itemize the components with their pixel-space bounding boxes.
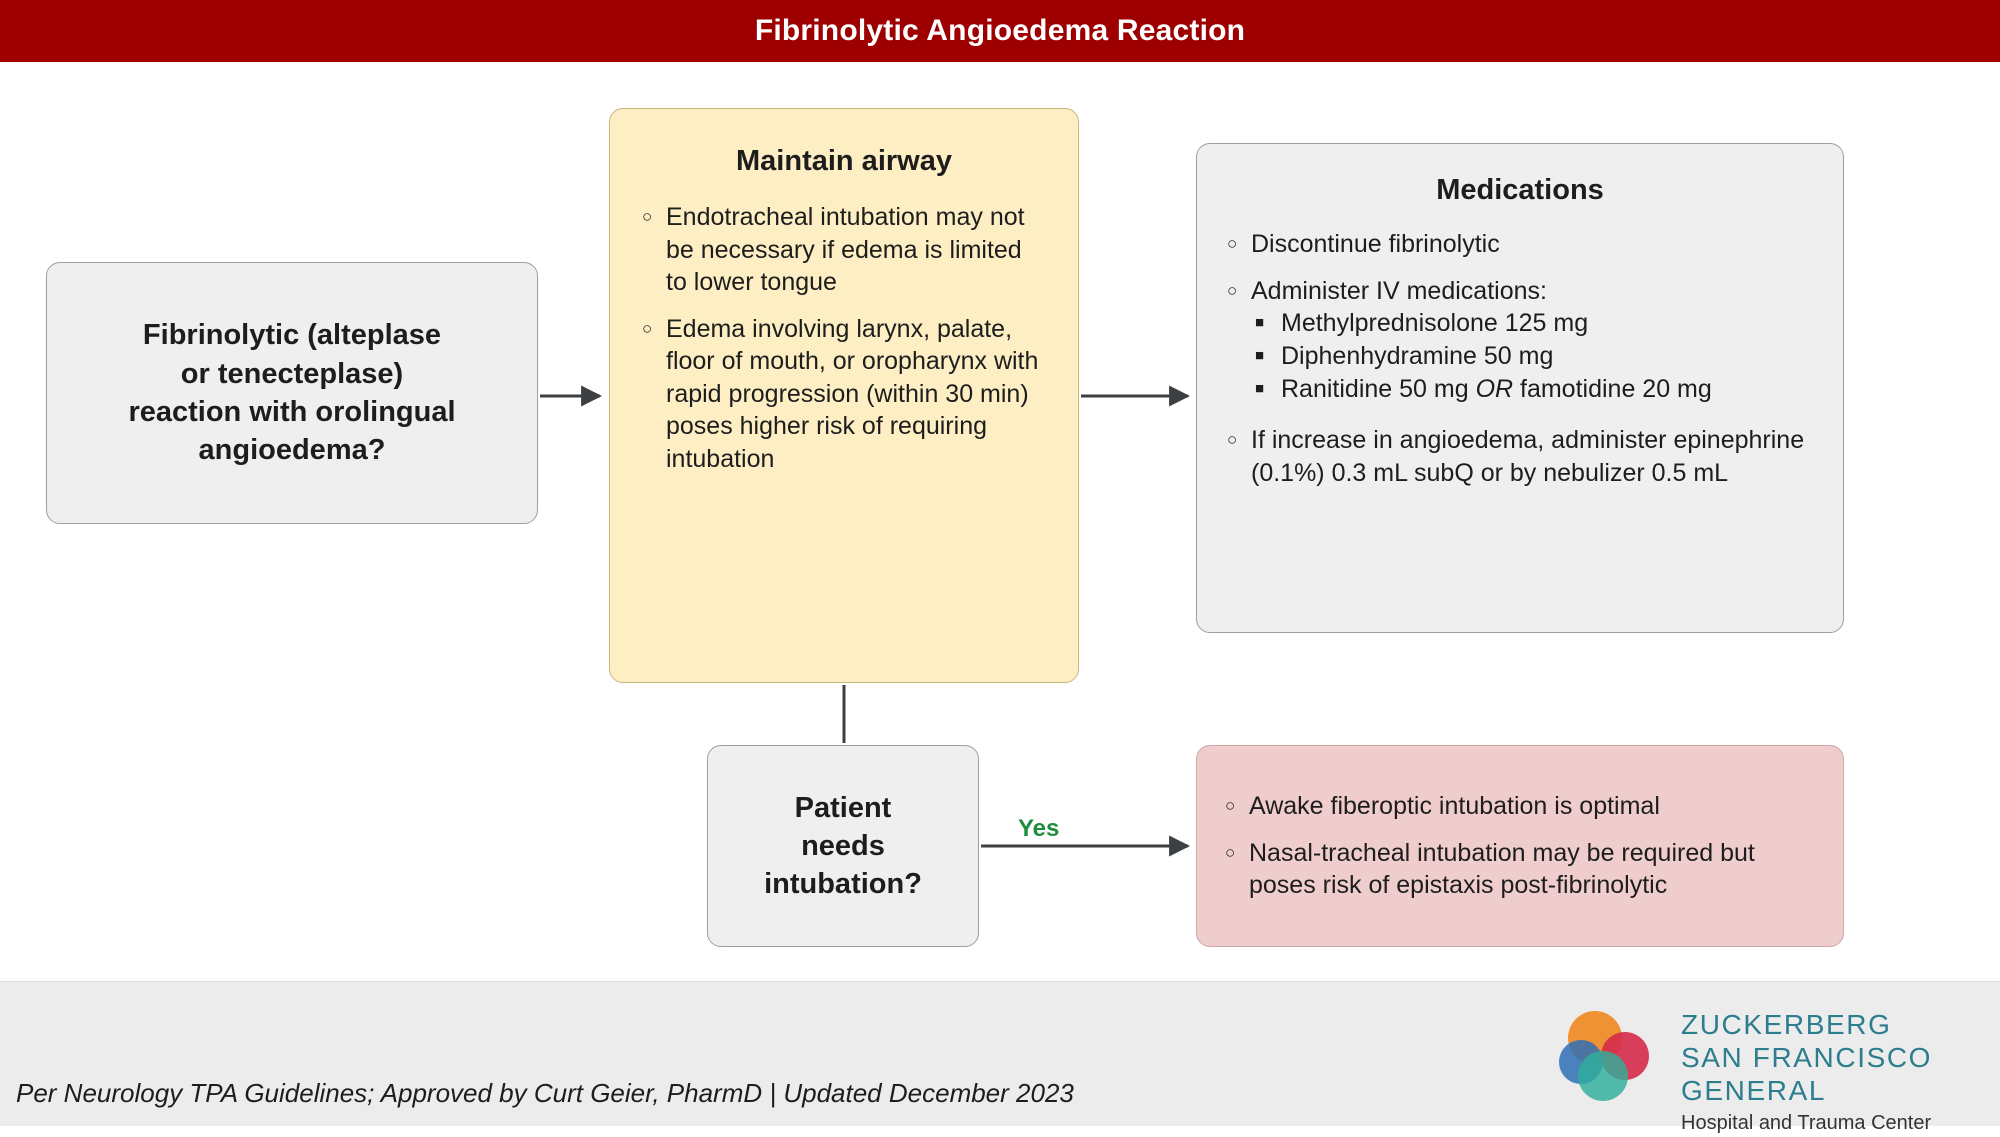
- question-line-2: or tenecteplase): [180, 357, 404, 390]
- page-title: Fibrinolytic Angioedema Reaction: [754, 14, 1246, 47]
- medications-title: Medications: [1436, 174, 1604, 206]
- list-item: [1225, 275, 1815, 407]
- ranitidine-post: famotidine 20 mg: [1513, 375, 1712, 404]
- question-line-4: angioedema?: [198, 434, 386, 467]
- node-awake-intubation: [1196, 745, 1844, 947]
- question-line-1: Fibrinolytic (alteplase: [142, 319, 442, 352]
- ranitidine-or: OR: [1475, 375, 1514, 404]
- node-patient-needs-intubation: [707, 745, 979, 947]
- logo-line-3: Hospital and Trauma Center: [1681, 1112, 1932, 1135]
- logo-text: [1681, 1008, 1985, 1137]
- intubation-line-1: Patient: [794, 791, 892, 824]
- zsfg-logo: [1553, 1006, 1985, 1135]
- node-medications: [1196, 143, 1844, 633]
- list-item: ○ Awake fiberoptic intubation is optimal: [1223, 790, 1817, 823]
- intubation-line-3: intubation?: [764, 868, 922, 901]
- awake-intubation-list: [1223, 790, 1817, 902]
- logo-mark-icon: [1553, 1010, 1671, 1106]
- maintain-airway-list: [640, 201, 1048, 475]
- intubation-question-text: [764, 789, 922, 904]
- node-maintain-airway: [609, 108, 1079, 683]
- list-item: ○ If increase in angioedema, administer epinephrine (0.1%) 0.3 mL subQ or by nebulizer 0.5 mL: [1225, 424, 1815, 489]
- ranitidine-pre: Ranitidine 50 mg: [1281, 375, 1476, 404]
- node-fibrinolytic-question: [46, 262, 538, 524]
- list-item: ■ Diphenhydramine 50 mg: [1251, 340, 1815, 373]
- fibrinolytic-question-text: [128, 316, 455, 469]
- question-line-3: reaction with orolingual: [128, 396, 456, 428]
- edge-label-yes: Yes: [1018, 815, 1060, 842]
- logo-line-2: SAN FRANCISCO GENERAL: [1681, 1042, 1933, 1107]
- list-item: [1251, 373, 1815, 406]
- intubation-line-2: needs: [801, 829, 885, 862]
- medications-list: [1225, 228, 1815, 489]
- logo-line-1: ZUCKERBERG: [1681, 1009, 1892, 1040]
- list-item: ○ Endotracheal intubation may not be necessary if edema is limited to lower tongue: [640, 201, 1048, 299]
- iv-medication-sublist: [1251, 307, 1815, 406]
- maintain-airway-title: Maintain airway: [736, 145, 952, 177]
- administer-iv-label: Administer IV medications:: [1251, 276, 1547, 305]
- list-item: ○ Edema involving larynx, palate, floor of mouth, or oropharynx with rapid progression (within 30 min) poses higher risk of requiring intubation: [640, 313, 1048, 476]
- list-item: ○ Discontinue fibrinolytic: [1225, 228, 1815, 261]
- footer-note: Per Neurology TPA Guidelines; Approved by Curt Geier, PharmD | Updated December 2023: [16, 1078, 1074, 1108]
- list-item: ■ Methylprednisolone 125 mg: [1251, 307, 1815, 340]
- list-item: ○ Nasal-tracheal intubation may be required but poses risk of epistaxis post-fibrinolytic: [1223, 837, 1817, 902]
